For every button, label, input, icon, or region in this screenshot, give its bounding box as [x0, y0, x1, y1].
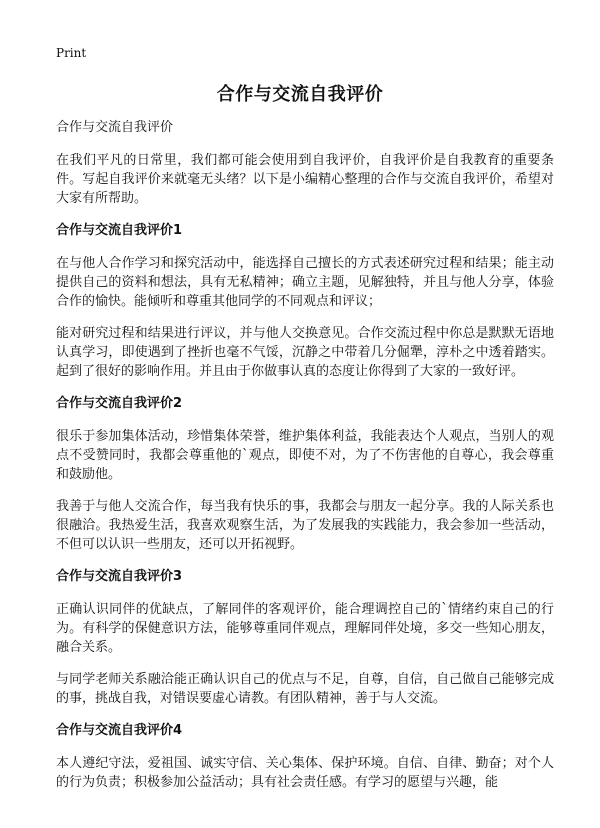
- document-subtitle: 合作与交流自我评价: [56, 120, 174, 135]
- section-heading-3: 合作与交流自我评价3: [56, 569, 183, 584]
- section-4-paragraph-1: 本人遵纪守法，爱祖国、诚实守信、关心集体、保护环境。自信、自律、勤奋；对个人的行为负责；积极参加公益活动；具有社会责任感。有学习的愿望与兴趣，能: [56, 756, 554, 790]
- section-heading-2: 合作与交流自我评价2: [56, 396, 183, 411]
- section-2-paragraph-1: 很乐于参加集体活动，珍惜集体荣誉，维护集体利益，我能表达个人观点，当别人的观点不受赞同时，我都会尊重他的`观点，即使不对，为了不伤害他的自尊心，我会尊重和鼓励他。: [56, 429, 554, 482]
- section-heading-4: 合作与交流自我评价4: [56, 723, 183, 738]
- section-1-paragraph-2: 能对研究过程和结果进行评议，并与他人交换意见。合作交流过程中你总是默默无语地认真学习，即使遇到了挫折也毫不气馁，沉静之中带着几分倔犟，淳朴之中透着踏实。起到了很好的影响作用。并且由于你做事认真的态度让你得到了大家的一致好评。: [56, 326, 554, 379]
- print-link[interactable]: Print: [56, 46, 87, 60]
- section-3-paragraph-2: 与同学老师关系融洽能正确认识自己的优点与不足，自尊，自信，自己做自己能够完成的事，挑战自我，对错误要虚心请教。有团队精神，善于与人交流。: [56, 672, 554, 706]
- intro-paragraph: 在我们平凡的日常里，我们都可能会使用到自我评价，自我评价是自我教育的重要条件。写起自我评价来就毫无头绪？以下是小编精心整理的合作与交流自我评价，希望对大家有所帮助。: [56, 153, 554, 206]
- page-title: 合作与交流自我评价: [216, 84, 384, 105]
- document-body: [56, 118, 554, 805]
- section-2-paragraph-2: 我善于与他人交流合作，每当我有快乐的事，我都会与朋友一起分享。我的人际关系也很融洽。我热爱生活，我喜欢观察生活，为了发展我的实践能力，我会参加一些活动，不但可以认识一些朋友，还可以开拓视野。: [56, 499, 554, 552]
- section-heading-1: 合作与交流自我评价1: [56, 223, 183, 238]
- section-1-paragraph-1: 在与他人合作学习和探究活动中，能选择自己擅长的方式表述研究过程和结果；能主动提供自己的资料和想法，具有无私精神；确立主题，见解独特，并且与他人分享，体验合作的愉快。能倾听和尊重其他同学的不同观点和评议；: [56, 256, 554, 309]
- section-3-paragraph-1: 正确认识同伴的优缺点，了解同伴的客观评价，能合理调控自己的`情绪约束自己的行为。有科学的保健意识方法，能够尊重同伴观点，理解同伴处境，多交一些知心朋友，融合关系。: [56, 602, 554, 655]
